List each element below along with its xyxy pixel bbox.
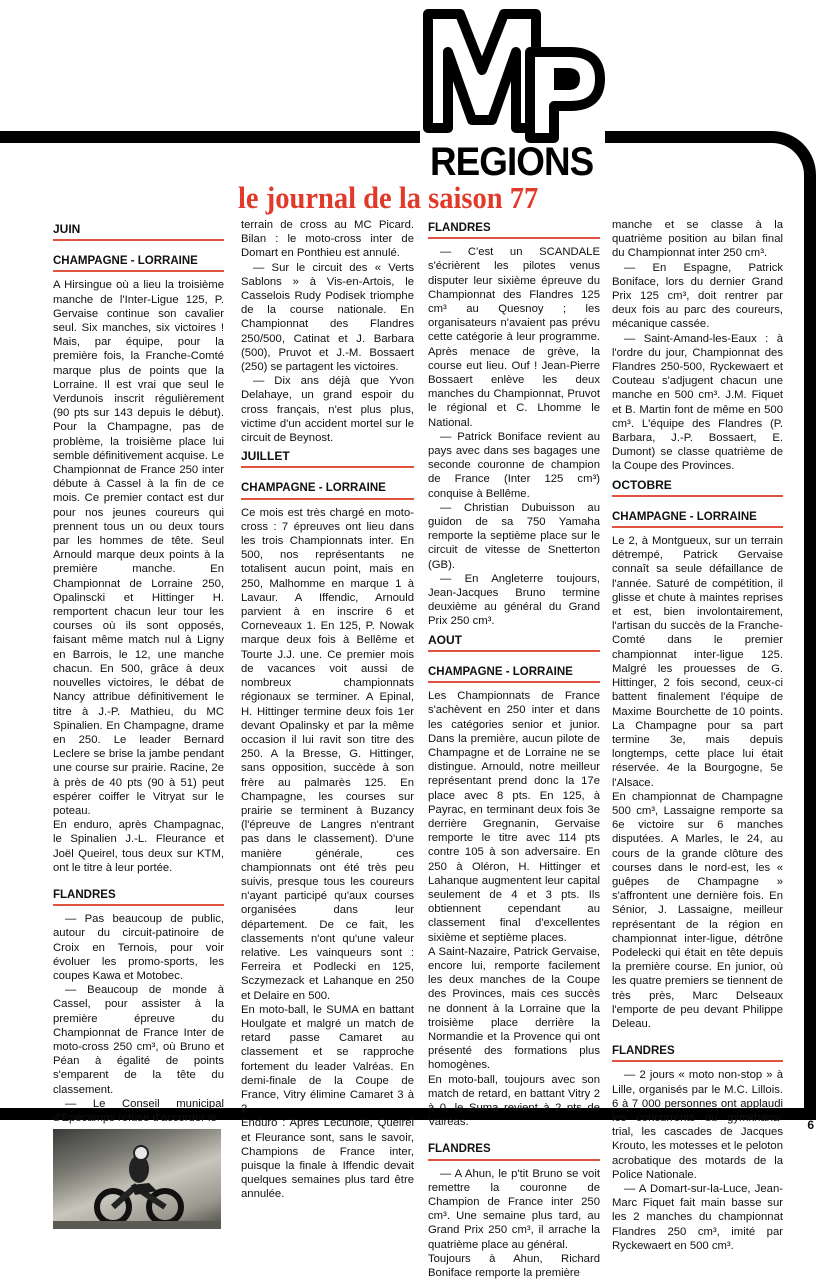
section-title: REGIONS <box>430 140 594 184</box>
region-heading: CHAMPAGNE - LORRAINE <box>428 662 600 683</box>
article-paragraph: Toujours à Ahun, Richard Boniface remporte la première <box>428 1252 600 1280</box>
region-heading: CHAMPAGNE - LORRAINE <box>241 478 414 499</box>
page-number: 6 <box>807 1118 814 1132</box>
month-heading: JUILLET <box>241 445 414 468</box>
month-heading: OCTOBRE <box>612 474 783 497</box>
article-paragraph: En moto-ball, le SUMA en battant Houlgate et malgré un match de retard passe Camaret au classement et se rapproche fortement du leader Valréas. En demi-finale de la Coupe de France, Vitry élimine Camaret 3 à 2. <box>241 1003 414 1116</box>
article-paragraph: — A Ahun, le p'tit Bruno se voit remettre la couronne de Champion de France inter 250 cm³. Une semaine plus tard, au Grand Prix 250 cm³, il arrache la quatrième place au général. <box>428 1167 600 1251</box>
article-paragraph: manche et se classe à la quatrième position au bilan final du Championnat inter 250 cm³. <box>612 219 783 260</box>
article-paragraph: Ce mois est très chargé en moto-cross : 7 épreuves ont lieu dans les trois Championnats inter. En 500, nos représentants ne totalisent aucun point, mais en 250, Malhomme en marque 1 à Lavaur. A Iffendic, Arnould parvient à en inscrire 6 et Corneveaux 1. En 125, P. Nowak marque deux fois à Bellême et Tourte J.J. une. Ce premier mois de vacances voit aussi de nombreux championnats régionaux se terminer. A Epinal, H. Hittinger termine deux fois 1er devant Opalinsky et par la même occasion il lui ravit son titre des 250. A la Bresse, G. Hittinger, sans opposition, succède à son frère au palmarès 125. En Champagne, les courses sur prairie se terminent à Buzancy (l'épreuve de Langres n'entrant pas dans le classement). D'une manière générale, ces championnats ont été très peu suivis, presque tous les coureurs n'ayant participé qu'aux courses organisées dans leur département. De ce fait, les classements n'ont qu'une valeur relative. Les vainqueurs sont : Ferreira et Podlecki en 125, Sczymezack et Lahanque en 250 et Delaire en 500. <box>241 506 414 1002</box>
region-heading: CHAMPAGNE - LORRAINE <box>53 251 224 272</box>
region-heading: CHAMPAGNE - LORRAINE <box>612 507 783 528</box>
motorcycle-photo-image <box>53 1129 221 1229</box>
article-paragraph: — Christian Dubuisson au guidon de sa 750 Yamaha remporte la septième place sur le circuit de vitesse de Snetterton (GB). <box>428 501 600 571</box>
article-paragraph: — Patrick Boniface revient au pays avec dans ses bagages une seconde couronne de champion de France (Inter 125 cm³) conquise à Bellême. <box>428 430 600 500</box>
article-paragraph: — En Angleterre toujours, Jean-Jacques Bruno termine deuxième au général du Grand Prix 250 cm³. <box>428 572 600 628</box>
region-heading: FLANDRES <box>612 1041 783 1062</box>
article-paragraph: A Hirsingue où a lieu la troisième manche de l'Inter-Ligue 125, P. Gervaise continue son cavalier seul. Six manches, six victoires ! Mais, par équipe, pour la première fois, la Franche-Comté marque plus de points que la Lorraine. Il est vrai que seul le Verdunois inscrit régulièrement (90 pts sur 143 depuis le début). Pour la Champagne, pas de problème, la troisième place lui semble définitivement acquise. Le Championnat de France 250 inter débute à Cassel à la fin de ce mois. Ce premier contact est dur pour nos jeunes coureurs qui prennent tous un ou deux tours par les hommes de tête. Seul Arnould marque deux points à la première manche. En Championnat de Lorraine 250, Opalinscki et Hittinger H. remportent chacun leur tour les courses où ils sont opposés, faisant même match nul à Ligny en Barrois, le 12, une manche chacun. En 500, grâce à deux nouvelles victoires, le débat de Nancy attribue définitivement le titre à J.-P. Mathieu, du MC Spinalien. En Champagne, drame en 250. Le leader Bernard Leclere se brise la jambe pendant une course sur prairie. Racine, 2e à près de 40 pts (90 à 51) peut espérer coiffer le Vitryat sur le poteau. <box>53 279 224 817</box>
month-heading: AOUT <box>428 629 600 652</box>
article-paragraph: terrain de cross au MC Picard. Bilan : le moto-cross inter de Domart en Ponthieu est annulé. <box>241 219 414 260</box>
article-paragraph: Le 2, à Montgueux, sur un terrain détrempé, Patrick Gervaise connaît sa seule défaillance de l'année. Saturé de compétition, il glisse et chute à maintes reprises et est, bien involontairement, l'artisan du succès de la Franche-Comté dans le premier championnat inter-ligue 125. Malgré les prouesses de G. Hittinger, 2 fois second, ceux-ci battent finalement l'équipe de Maxime Bourchette de 10 points. La Champagne pour sa part termine 3e, mais depuis longtemps, cette place lui était réservée. 4e la Bourgogne, 5e l'Alsace. <box>612 535 783 789</box>
article-paragraph: — C'est un SCANDALE s'écrièrent les pilotes venus disputer leur sixième épreuve du Championnat des Flandres 125 cm³ au Quesnoy ; les organisateurs n'avaient pas prévu cette catégorie à leur programme. Après menace de grève, la course eut lieu. Ouf ! Jean-Pierre Bossaert enlève les deux manches du Championnat, Pruvot le régional et C. Lhomme le National. <box>428 246 600 429</box>
top-rule-right <box>603 131 773 143</box>
region-heading: FLANDRES <box>53 885 224 906</box>
frame-top-right-curve <box>760 131 816 187</box>
region-heading: FLANDRES <box>428 218 600 239</box>
article-paragraph: — Saint-Amand-les-Eaux : à l'ordre du jour, Championnat des Flandres 250-500, Ryckewaert et Couteau s'adjugent chacun une manche en 500 cm³. J.M. Fiquet et B. Martin font de même en 500 cm³. L'équipe des Flandres (P. Barbara, J.-P. Bossaert, E. Dumont) se classe quatrième de la Coupe des Provinces. <box>612 332 783 473</box>
article-paragraph: Les Championnats de France s'achèvent en 250 inter et dans les catégories senior et junior. Dans la première, aucun pilote de Champagne et de Lorraine ne se distingue. Arnould, notre meilleur représentant prend donc la 17e place avec 8 pts. En 125, à Payrac, en terminant deux fois 3e derrière Gregnanin, Gervaise remporte le titre avec 114 pts contre 105 à son adversaire. En 250 à Oléron, H. Hittinger et Lahanque augmentent leur capital seulement de 4 et 3 pts. Ils obtiennent cependant au classement final d'excellentes sixième et septième places. <box>428 690 600 944</box>
page-subtitle: le journal de la saison 77 <box>238 180 539 215</box>
article-paragraph: — En Espagne, Patrick Boniface, lors du dernier Grand Prix 125 cm³, doit rentrer par deux fois au parc des coureurs, mécanique cassée. <box>612 261 783 331</box>
article-paragraph: En enduro, après Champagnac, le Spinalien J.-L. Fleurance et Joël Queirel, tous deux sur KTM, ont le titre à leur portée. <box>53 819 224 874</box>
column-1 <box>53 218 224 1229</box>
motorcycle-photo <box>53 1129 221 1229</box>
article-paragraph: — Dix ans déjà que Yvon Delahaye, un grand espoir du cross français, n'est plus plus, victime d'un accident mortel sur le circuit de Beynost. <box>241 375 414 445</box>
article-paragraph: En moto-ball, toujours avec son match de retard, en battant Vitry 2 à 0, le Suma revient à 2 pts de Valréas. <box>428 1073 600 1129</box>
column-3 <box>428 218 600 1280</box>
article-paragraph: Enduro : Après Lecunolé, Queirel et Fleurance sont, sans le savoir, Champions de France inter, puisque la finale à Iffendic devait quelques semaines plus tard être annulée. <box>241 1117 414 1201</box>
article-paragraph: — Pas beaucoup de public, autour du circuit-patinoire de Croix en Ternois, pour voir évoluer les promo-sports, les coupes Kawa et Motobec. <box>53 913 224 982</box>
article-paragraph: A Saint-Nazaire, Patrick Gervaise, encore lui, remporte facilement les deux manches de la Coupe des Provinces, mais ces succès ne donnent à la Lorraine que la troisième place derrière la Normandie et la Provence qui ont présenté des formations plus homogènes. <box>428 945 600 1072</box>
article-paragraph: — Beaucoup de monde à Cassel, pour assister à la première épreuve du Championnat de France Inter de moto-cross 250 cm³, où Bruno et Péan à égalité de points s'emparent de la tête du classement. <box>53 984 224 1096</box>
region-heading: FLANDRES <box>428 1139 600 1160</box>
article-paragraph: — A Domart-sur-la-Luce, Jean-Marc Fiquet fait main basse sur les 2 manches du championnat Flandres 250 cm³, imité par Ryckewaert en 500 cm³. <box>612 1183 783 1252</box>
month-heading: JUIN <box>53 218 224 241</box>
article-paragraph: — Le Conseil municipal d'Epécamps refuse d'accorder le <box>53 1097 224 1124</box>
column-2 <box>241 218 414 1202</box>
column-4 <box>612 218 783 1253</box>
article-paragraph: En championnat de Champagne 500 cm³, Lassaigne remporte sa 6e victoire sur 6 manches disputées. A Marles, le 24, au cours de la grande clôture des courses dans le nord-est, les « guêpes de Champagne » s'affrontent une dernière fois. En Sénior, J. Lassaigne, meilleur représentant de la région en championnat inter-ligue, détrône Podelecki qui était en tête depuis la première course. En junior, où les quatre premiers se tiennent de très près, Marc Delseaux l'emporte de peu devant Philippe Deleau. <box>612 790 783 1030</box>
article-paragraph: — Sur le circuit des « Verts Sablons » à Vis-en-Artois, le Casselois Rudy Podisek triomphe de la course nationale. En Championnat des Flandres 250/500, Catinat et J. Barbara (500), Pruvot et J.-M. Bossaert (250) se partagent les victoires. <box>241 261 414 374</box>
article-paragraph: — 2 jours « moto non-stop » à Lille, organisés par le M.C. Lillois. 6 à 7 000 personnes ont applaudi les concurrents du gymkhana-trial, les cascades de Jacques Krouto, les motesses et le peloton acrobatique des motards de la Police Nationale. <box>612 1069 783 1181</box>
top-rule-left <box>0 131 425 143</box>
mp-logo <box>420 0 605 150</box>
frame-right-rule <box>804 185 816 1110</box>
